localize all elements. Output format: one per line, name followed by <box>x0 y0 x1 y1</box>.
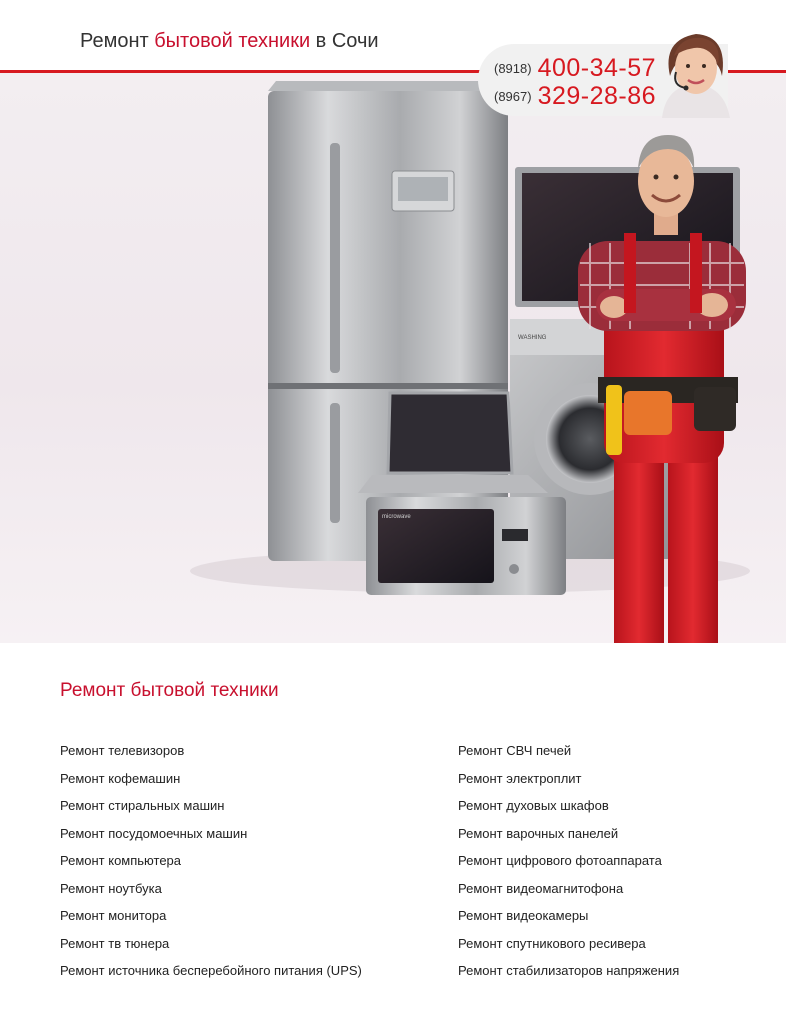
service-link[interactable]: Ремонт кофемашин <box>60 770 181 786</box>
phone-2-code: (8967) <box>494 89 532 104</box>
service-link[interactable]: Ремонт цифрового фотоаппарата <box>458 853 662 868</box>
service-link[interactable]: Ремонт посудомоечных машин <box>60 825 248 841</box>
phone-1[interactable] <box>494 54 656 83</box>
service-link[interactable]: Ремонт источника бесперебойного питания (UPS) <box>60 963 362 978</box>
phone-2-number[interactable]: 329-28-86 <box>537 82 657 110</box>
service-link[interactable]: Ремонт варочных панелей <box>458 825 619 841</box>
phone-1-number[interactable]: 400-34-57 <box>537 54 657 82</box>
site-title-prefix: Ремонт <box>80 30 155 52</box>
service-link[interactable]: Ремонт спутникового ресивера <box>458 935 646 951</box>
operator-avatar <box>652 26 738 118</box>
service-link[interactable]: Ремонт компьютера <box>60 853 182 868</box>
service-link[interactable]: Ремонт видеокамеры <box>458 908 589 923</box>
service-link[interactable]: Ремонт телевизоров <box>60 743 185 758</box>
service-link[interactable]: Ремонт стабилизаторов напряжения <box>458 963 680 978</box>
services-list-left <box>60 742 362 990</box>
site-title-suffix: в Сочи <box>310 30 379 52</box>
service-link[interactable]: Ремонт монитора <box>60 908 167 923</box>
service-link[interactable]: Ремонт тв тюнера <box>60 935 170 951</box>
services-list-right <box>458 742 679 990</box>
phone-1-code: (8918) <box>494 61 532 76</box>
washer-brand-label: WASHING <box>518 335 547 341</box>
microwave-brand-label: microwave <box>382 514 411 520</box>
appliances-illustration <box>0 73 786 643</box>
site-title <box>80 30 379 53</box>
service-link[interactable]: Ремонт духовых шкафов <box>458 798 609 813</box>
service-link[interactable]: Ремонт стиральных машин <box>60 798 225 813</box>
phone-2[interactable] <box>494 82 656 111</box>
service-link[interactable]: Ремонт СВЧ печей <box>458 743 572 758</box>
section-title: Ремонт бытовой техники <box>60 680 279 701</box>
service-link[interactable]: Ремонт ноутбука <box>60 880 162 896</box>
site-title-accent: бытовой техники <box>154 30 311 52</box>
service-link[interactable]: Ремонт видеомагнитофона <box>458 880 624 896</box>
service-link[interactable]: Ремонт электроплит <box>458 770 582 786</box>
laptop <box>388 393 512 473</box>
